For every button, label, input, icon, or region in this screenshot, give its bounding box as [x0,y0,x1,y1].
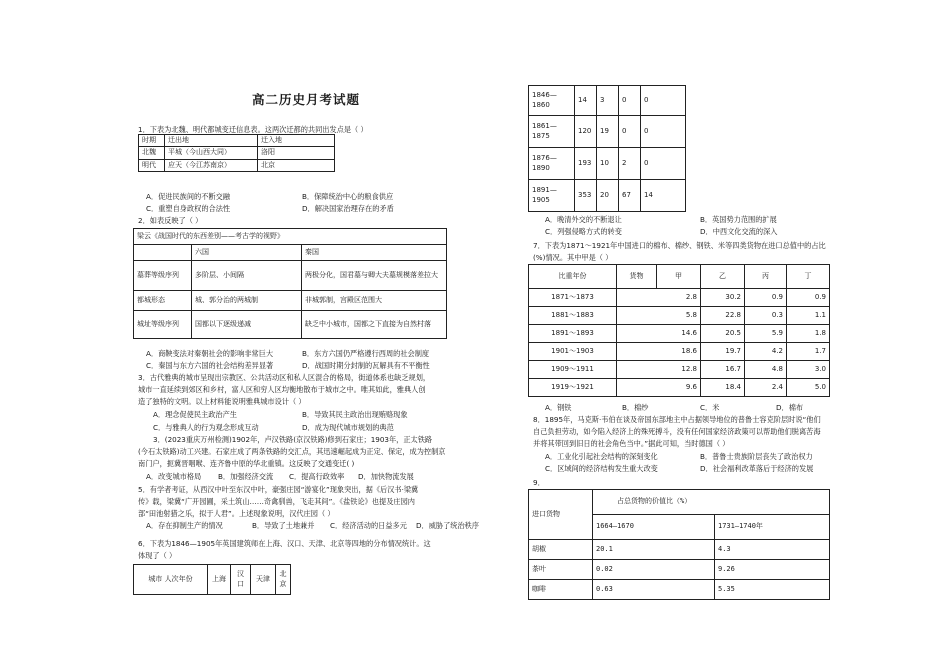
q2-option-b[interactable]: B．东方六国仍严格遵行西周的社会制度 [302,349,430,358]
q2-option-d[interactable]: D．战国时期分封制的瓦解具有不平衡性 [302,361,430,370]
q5-option-c[interactable]: C．经济活动的日益多元 [330,521,407,530]
q5-line: 5．有学者考证，从西汉中叶至东汉中叶，豪强庄园“游宴化”现象突出，据《后汉书·梁冀 [138,485,419,494]
q2-option-a[interactable]: A．商鞅变法对秦朝社会的影响非常巨大 [146,349,274,358]
q8-option-a[interactable]: A．工业化引起社会结构的深刻变化 [545,452,658,461]
q2-table: 梁云《战国时代的东西差别——考古学的视野》 六国 秦国 墓葬等级序列 多阶层、小间隔 两极分化，国君墓与卿大夫墓规模落差拉大 都城形态 城、郭分治的两城制 非城郭制，宫殿区范围大 城址等级序列 国都以下逐级递减 缺乏中小城市，国都之下直接为自然村落 [133,228,447,339]
q7-line: 7．下表为1871～1921年中国进口的棉布、棉纱、钢铁、米等四类货物在进口总值中的占比 [533,241,826,250]
q7-line: (%)情况。其中甲是（ ） [533,253,613,262]
q2-option-c[interactable]: C．秦国与东方六国的社会结构差异显著 [146,361,274,370]
q3-option-b[interactable]: B．导致其民主政治出现贿赂现象 [302,410,408,419]
q5-line: 部“田池射猎之乐，拟于人君”。上述现象说明，汉代庄园（ ） [138,509,335,518]
q1-table: 时期 迁出地 迁入地 北魏 平城（今山西大同） 洛阳 明代 应天（今江苏南京） 北京 [138,134,335,172]
q8-option-b[interactable]: B．普鲁士贵族阶层丧失了政治权力 [700,452,813,461]
q1-option-a[interactable]: A．促进民族间的不断交融 [146,192,230,201]
q9-table: 进口货物 占总货物的价值比（%） 1664–1670 1731–1740年 胡椒 20.1 4.3 茶叶 0.02 9.26 咖啡 0.63 5.35 [528,489,830,600]
q8-line: 8．1895年，马克斯·韦伯在谈及帝国东部地主中占据领导地位的普鲁士容克阶层时说“他们 [533,415,821,424]
q6-option-d[interactable]: D．中西文化交流的深入 [700,227,778,236]
q9-stem: 9． [533,478,545,487]
q6-line: 6．下表为1846—1905年英国建筑师在上海、汉口、天津、北京等四地的分布情况统计。这 [138,539,431,548]
q3-option-d[interactable]: D．成为现代城市规划的典范 [302,423,394,432]
q7-option-d[interactable]: D．棉布 [776,403,804,412]
q1-stem: 1．下表为北魏、明代都城变迁信息表。这两次迁都的共同出发点是（ ） [138,125,368,134]
q3-option-c[interactable]: C．与雅典人的行为观念形成互动 [153,423,259,432]
page-title: 高二历史月考试题 [251,92,360,107]
q2-stem: 2．如表反映了（ ） [138,216,203,225]
q6-option-a[interactable]: A．晚清外交的不断退让 [545,215,622,224]
q7-table: 比重年份 货物 甲 乙 丙 丁 1871～1873 2.8 30.2 0.9 0.9 1881～1883 5.8 22.8 0.3 1.1 1891～1893 14.6 20.5 5.9 1.8 1901～1903 18.6 19.7 4.2 1.7 1909～1911 12.8 16.7 4.8 3.0 1919～1921 9.6 18.4 2.4 5.0 [528,264,830,397]
q6-table-header: 城市 人次年份 上海 汉口 天津 北京 [133,564,291,595]
q4-line: 南门户，扼冀晋咽喉、连齐鲁中原的华北重镇。这反映了交通变迁( ) [138,459,355,468]
q4-option-b[interactable]: B．加强经济交流 [218,472,274,481]
q8-option-c[interactable]: C．区域间的经济结构发生重大改变 [545,464,658,473]
q8-line: 并将其带回到旧日的社会角色当中。”据此可知，当时德国（ ） [533,439,730,448]
q3-line: 城市一直延续到郊区和乡村，富人区和穷人区均衡地散布于城市之中。唯其如此，雅典人创 [138,385,426,394]
q5-line: 传》载，梁冀“广开园圃，采土筑山……奇禽驯兽，飞走其间”。《盐铁论》也提及庄园内 [138,497,415,506]
q4-line: (今石太铁路)动工兴建。石家庄成了两条铁路的交汇点，其迅速崛起成为正定、保定，成为控制京 [138,447,446,456]
q5-option-d[interactable]: D．威胁了统治秩序 [416,521,480,530]
q1-option-c[interactable]: C．重塑自身政权的合法性 [146,204,231,213]
q4-option-c[interactable]: C．提高行政效率 [289,472,345,481]
q3-line: 3．古代雅典的城市呈现出宗教区、公共活动区和私人区混合的格局，街道体系也缺乏规划， [138,373,431,382]
q4-option-a[interactable]: A．改变城市格局 [146,472,202,481]
q3-option-a[interactable]: A．理念促使民主政治产生 [153,410,237,419]
q6-option-b[interactable]: B．英国势力范围的扩展 [700,215,777,224]
q6-option-c[interactable]: C．列强侵略方式的转变 [545,227,622,236]
q8-option-d[interactable]: D．社会福利改革落后于经济的发展 [700,464,814,473]
q1-option-b[interactable]: B．保障统治中心的粮食供应 [302,192,394,201]
q1-option-d[interactable]: D．解决国家治理存在的矛盾 [302,204,394,213]
q8-line: 自己负担劳动，如今陷入经济上的殊死搏斗，没有任何国家经济政策可以帮助他们脱离苦海 [533,427,821,436]
q3-line: 造了独特的文明。以上材料能说明雅典城市设计（ ） [138,397,306,406]
q6-table: 1846—1860 14 3 0 0 1861—1875 120 19 0 0 1876—1890 193 10 2 0 1891—1905 353 20 67 14 [528,85,686,212]
q4-line: 3．(2023重庆万州检测)1902年，卢汉铁路(京汉铁路)修到石家庄；1903年，正太铁路 [153,435,433,444]
q7-option-c[interactable]: C．米 [700,403,720,412]
q7-option-b[interactable]: B．棉纱 [622,403,649,412]
q5-option-a[interactable]: A．存在抑制生产的情况 [146,521,223,530]
q4-option-d[interactable]: D．加快物流发展 [358,472,414,481]
q6-line: 体现了（ ） [138,551,177,560]
q7-option-a[interactable]: A．钢铁 [545,403,572,412]
q5-option-b[interactable]: B．导致了土地兼并 [252,521,315,530]
